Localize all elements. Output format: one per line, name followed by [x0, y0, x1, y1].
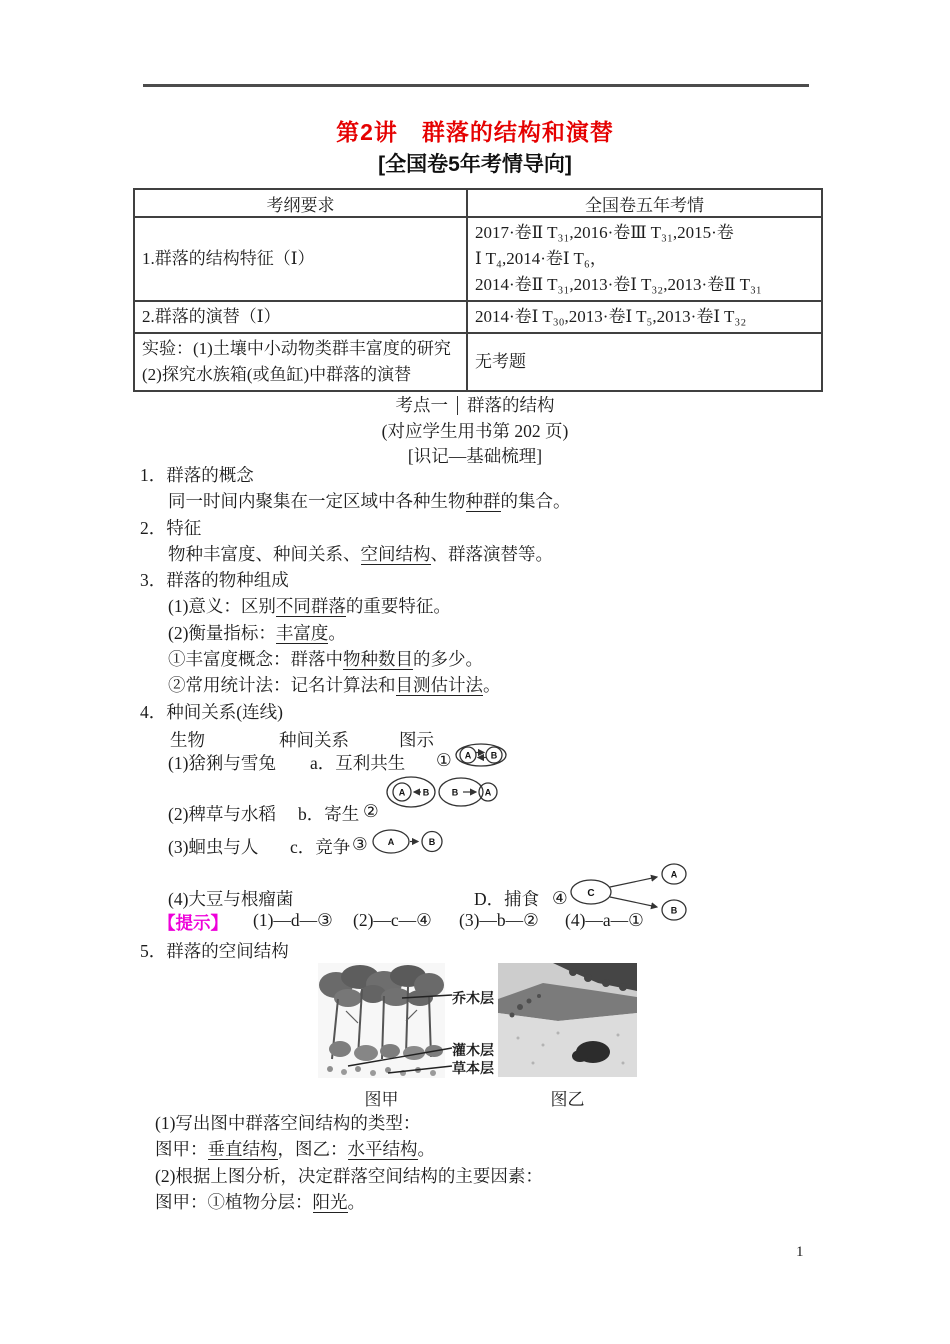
matching-diagram-number: ①	[436, 750, 452, 770]
svg-text:A: A	[670, 869, 678, 880]
text-line: ①丰富度概念：群落中物种数目的多少。	[168, 649, 483, 670]
layer-label-herb: 草本层	[452, 1062, 494, 1077]
text-line: 同一时间内聚集在一定区域中各种生物种群的集合。	[168, 491, 571, 512]
space-structure-analysis	[155, 1110, 855, 1215]
text-line: 2．特征	[140, 517, 202, 538]
history-cell	[467, 333, 822, 391]
text-line: 3．群落的物种组成	[140, 570, 289, 591]
figure-a-caption: 图甲	[364, 1090, 399, 1109]
kaodian-label: 考点一	[395, 395, 448, 415]
text-line: (2)根据上图分析，决定群落空间结构的主要因素：	[155, 1165, 543, 1186]
matching-relation: a．互利共生	[310, 753, 406, 773]
requirement-cell	[134, 217, 467, 301]
text-line: 实验：(1)土壤中小动物类群丰富度的研究	[142, 339, 451, 358]
matching-relation: c．竞争	[290, 837, 351, 857]
figure-b-caption: 图乙	[550, 1090, 585, 1109]
matching-relation: b．寄生	[298, 804, 360, 824]
svg-text:B: B	[490, 750, 498, 761]
layer-label-shrub: 灌木层	[452, 1044, 494, 1059]
svg-text:C: C	[587, 888, 595, 899]
exam-overview-table	[133, 188, 823, 392]
text-line: (2)探究水族箱(或鱼缸)中群落的演替	[142, 365, 412, 384]
subsection-tag: [识记—基础梳理]	[407, 446, 543, 466]
matching-relation: D．捕食	[474, 889, 540, 909]
text-line: Ⅰ T₄,2014·卷Ⅰ T₆，	[475, 249, 607, 268]
text-line: (1)写出图中群落空间结构的类型：	[155, 1113, 421, 1133]
matching-answer: (3)—b—②	[459, 910, 539, 930]
hint-label: 【提示】	[158, 913, 228, 933]
text-line: 1．群落的概念	[140, 465, 254, 485]
text-line: (1)意义：区别不同群落的重要特征。	[168, 596, 451, 617]
column-header-history: 全国卷五年考情	[467, 189, 822, 217]
matching-organism: (3)蛔虫与人	[168, 837, 259, 857]
exam-guide-banner: [全国卷5年考情导向]	[378, 153, 572, 176]
svg-text:A: A	[484, 787, 492, 798]
svg-text:A: A	[387, 837, 395, 847]
text-line: 图甲：垂直结构，图乙：水平结构。	[155, 1139, 435, 1160]
kaodian-name: 群落的结构	[467, 395, 555, 415]
matching-diagram-number: ③	[352, 834, 368, 854]
basics-outline	[140, 462, 840, 725]
matching-answer: (4)—a—①	[565, 910, 644, 930]
svg-text:B: B	[428, 837, 436, 847]
requirement-cell	[134, 301, 467, 333]
text-line: 1.群落的结构特征（Ⅰ）	[142, 249, 315, 268]
page-title: 第2讲 群落的结构和演替	[336, 119, 614, 145]
table-row	[134, 301, 822, 333]
svg-text:A: A	[464, 750, 472, 761]
matching-header-organism: 生物	[170, 730, 205, 750]
figure-grassland-photo	[498, 963, 637, 1077]
mutualism-diagram	[455, 743, 507, 767]
page-number: 1	[796, 1244, 804, 1260]
text-line: 4．种间关系(连线)	[140, 701, 283, 722]
book-page-reference: (对应学生用书第 202 页)	[381, 421, 569, 441]
text-line: 2017·卷Ⅱ T₃₁,2016·卷Ⅲ T₃₁,2015·卷	[475, 223, 734, 242]
matching-answer: (1)—d—③	[253, 910, 333, 930]
figure-forest-photo	[318, 963, 455, 1080]
matching-answer: (2)—c—④	[353, 910, 432, 930]
text-line: (2)衡量指标：丰富度。	[168, 622, 346, 643]
text-line: 无考题	[475, 352, 526, 371]
table-header-row	[134, 189, 822, 217]
competition-diagram	[371, 828, 443, 855]
svg-text:B: B	[422, 787, 430, 798]
text-line: 2.群落的演替（Ⅰ）	[142, 307, 281, 326]
text-line: ②常用统计法：记名计算法和目测估计法。	[168, 675, 501, 696]
text-line: 2014·卷Ⅰ T₃₀,2013·卷Ⅰ T₅,2013·卷Ⅰ T₃₂	[475, 307, 747, 326]
header-rule	[143, 84, 809, 87]
space-structure-heading: 5．群落的空间结构	[140, 941, 289, 961]
matching-diagram-number: ④	[552, 888, 568, 908]
matching-organism: (1)猞猁与雪兔	[168, 753, 276, 773]
requirement-cell	[134, 333, 467, 391]
text-line: 物种丰富度、种间关系、空间结构、群落演替等。	[168, 543, 553, 564]
svg-text:B: B	[451, 787, 459, 798]
svg-text:A: A	[398, 787, 406, 798]
history-cell	[467, 217, 822, 301]
matching-header-diagram: 图示	[399, 730, 434, 750]
table-row	[134, 217, 822, 301]
matching-organism: (4)大豆与根瘤菌	[168, 889, 294, 909]
text-line: 图甲：①植物分层：阳光。	[155, 1191, 365, 1212]
matching-organism: (2)稗草与水稻	[168, 804, 276, 824]
svg-text:B: B	[670, 905, 678, 916]
heading-divider	[457, 396, 458, 415]
matching-header-relation: 种间关系	[279, 730, 349, 750]
table-row	[134, 333, 822, 391]
parasitism-diagram	[385, 774, 500, 810]
matching-diagram-number: ②	[363, 801, 379, 821]
column-header-requirement: 考纲要求	[134, 189, 467, 217]
layer-label-tree: 乔木层	[452, 992, 494, 1007]
history-cell	[467, 301, 822, 333]
text-line: 2014·卷Ⅱ T₃₁,2013·卷Ⅰ T₃₂,2013·卷Ⅱ T₃₁	[475, 275, 762, 294]
section-heading-kaodian	[0, 392, 950, 417]
